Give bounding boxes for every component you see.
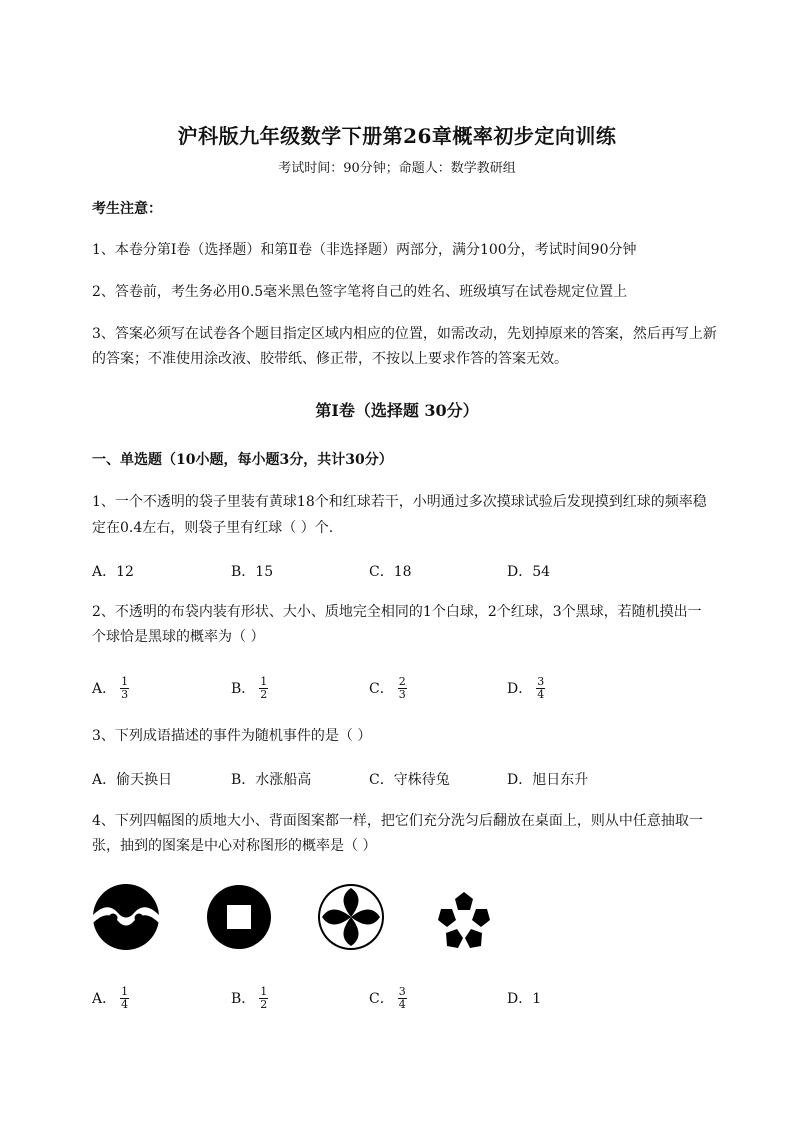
five-pentagon-flower-figure <box>429 882 499 952</box>
fraction <box>398 676 407 701</box>
option-b[interactable] <box>231 673 268 703</box>
option-label: D．旭日东升 <box>507 772 589 788</box>
yin-yang-wave-figure <box>91 882 161 952</box>
option-a[interactable] <box>92 764 172 794</box>
fraction-denominator: 2 <box>260 997 268 1011</box>
option-a[interactable] <box>92 556 134 586</box>
fraction-numerator: 3 <box>398 984 406 998</box>
fraction <box>259 986 268 1011</box>
notice-item: 3、答案必须写在试卷各个题目指定区域内相应的位置，如需改动，先划掉原来的答案，然后再写上新 <box>92 326 717 342</box>
option-b[interactable] <box>231 983 268 1013</box>
section-title: 第I卷（选择题 30分） <box>315 401 479 420</box>
question-text: 定在0.4左右，则袋子里有红球（ ）个. <box>92 520 334 536</box>
option-d[interactable] <box>507 764 588 794</box>
fraction-denominator: 3 <box>121 687 129 701</box>
option-label: B．15 <box>231 564 274 580</box>
option-b[interactable] <box>231 764 311 794</box>
fraction <box>120 986 129 1011</box>
question-text: 个球恰是黑球的概率为（ ） <box>92 629 265 645</box>
fraction <box>536 676 545 701</box>
fraction <box>120 676 129 701</box>
exam-info: 考试时间：90分钟；命题人：数学教研组 <box>278 161 516 176</box>
fraction-numerator: 1 <box>260 674 268 688</box>
option-a[interactable] <box>92 983 129 1013</box>
options-row <box>92 764 712 794</box>
notice-item: 的答案；不准使用涂改液、胶带纸、修正带，不按以上要求作答的答案无效。 <box>92 351 568 367</box>
fraction-denominator: 4 <box>398 997 406 1011</box>
option-label: C． <box>369 681 394 697</box>
notice-heading: 考生注意： <box>92 201 162 217</box>
fraction <box>259 676 268 701</box>
option-d[interactable] <box>507 983 541 1013</box>
fraction-denominator: 4 <box>121 997 129 1011</box>
fraction <box>398 986 407 1011</box>
option-label: B． <box>231 681 256 697</box>
page-title: 沪科版九年级数学下册第26章概率初步定向训练 <box>177 124 617 148</box>
fraction-numerator: 1 <box>121 984 129 998</box>
notice-item: 1、本卷分第I卷（选择题）和第Ⅱ卷（非选择题）两部分，满分100分，考试时间90分钟 <box>92 242 637 258</box>
options-row <box>92 673 712 703</box>
option-label: A． <box>92 991 117 1007</box>
option-label: A．12 <box>92 564 134 580</box>
option-label: A． <box>92 681 117 697</box>
option-d[interactable] <box>507 673 545 703</box>
option-c[interactable] <box>369 983 407 1013</box>
option-label: A．偷天换日 <box>92 772 173 788</box>
fraction-numerator: 1 <box>260 984 268 998</box>
option-b[interactable] <box>231 556 273 586</box>
fraction-denominator: 4 <box>537 687 545 701</box>
option-c[interactable] <box>369 673 407 703</box>
fraction-numerator: 3 <box>537 674 545 688</box>
fraction-numerator: 1 <box>121 674 129 688</box>
fraction-denominator: 3 <box>398 687 406 701</box>
option-a[interactable] <box>92 673 129 703</box>
option-label: B．水涨船高 <box>231 772 312 788</box>
option-label: D．1 <box>507 991 542 1007</box>
notice-item: 2、答卷前，考生务必用0.5毫米黑色签字笔将自己的姓名、班级填写在试卷规定位置上 <box>92 284 628 300</box>
question-text: 1、一个不透明的袋子里装有黄球18个和红球若干，小明通过多次摸球试验后发现摸到红球的频率稳 <box>92 494 707 510</box>
fraction-numerator: 2 <box>398 674 406 688</box>
option-label: D． <box>507 681 533 697</box>
options-row <box>92 983 712 1013</box>
square-hole-coin-figure <box>204 882 274 952</box>
option-label: C．守株待兔 <box>369 772 450 788</box>
option-label: C．18 <box>369 564 412 580</box>
four-petal-flower-figure <box>316 882 386 952</box>
part-title: 一、单选题（10小题，每小题3分，共计30分） <box>92 452 393 468</box>
option-label: D．54 <box>507 564 551 580</box>
option-label: B． <box>231 991 256 1007</box>
question-text: 4、下列四幅图的质地大小、背面图案都一样，把它们充分洗匀后翻放在桌面上，则从中任意抽取一 <box>92 813 703 829</box>
options-row <box>92 556 712 586</box>
question-text: 张，抽到的图案是中心对称图形的概率是（ ） <box>92 838 377 854</box>
fraction-denominator: 2 <box>260 687 268 701</box>
option-c[interactable] <box>369 764 450 794</box>
option-label: C． <box>369 991 394 1007</box>
option-c[interactable] <box>369 556 412 586</box>
question-text: 2、不透明的布袋内装有形状、大小、质地完全相同的1个白球，2个红球，3个黑球，若随机摸出一 <box>92 604 702 620</box>
option-d[interactable] <box>507 556 550 586</box>
question-text: 3、下列成语描述的事件为随机事件的是（ ） <box>92 728 372 744</box>
